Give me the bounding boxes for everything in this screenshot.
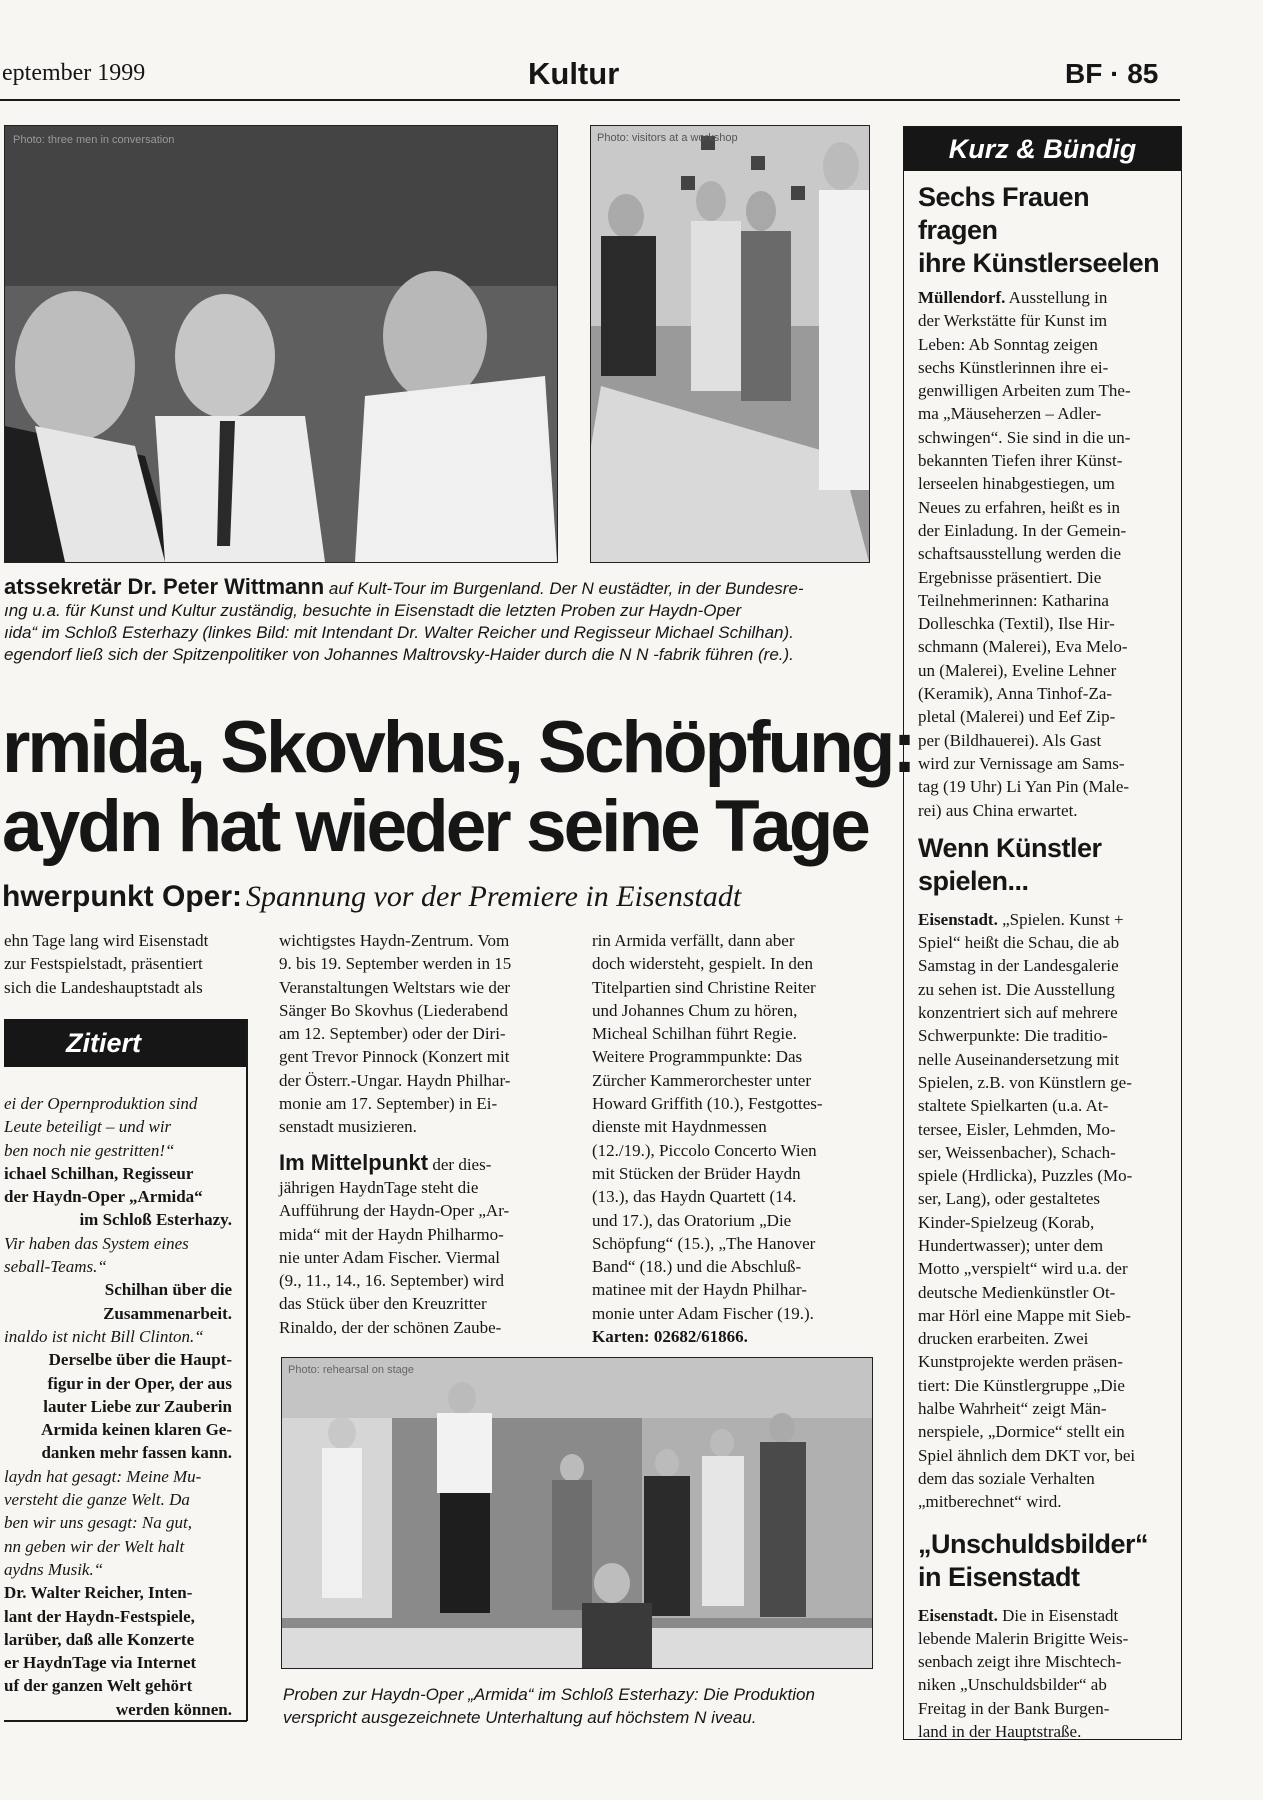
- sidebar-heading: [918, 181, 1167, 280]
- text-line: der Einladung. In der Gemein-: [918, 520, 1127, 540]
- heading-line: Wenn Künstler: [918, 832, 1102, 863]
- text-line: halbe Wahrheit“ zeigt Män-: [918, 1399, 1107, 1419]
- headline-line-1: rmida, Skovhus, Schöpfung:: [2, 707, 914, 788]
- caption-line: verspricht ausgezeichnete Unterhaltung auf höchstem N iveau.: [283, 1708, 757, 1727]
- text-line: Motto „verspielt“ wird u.a. der: [918, 1259, 1128, 1279]
- text-fragment: der dies-: [432, 1154, 492, 1174]
- text-line: der Werkstätte für Kunst im: [918, 311, 1108, 331]
- text-line: Spielen, z.B. von Künstlern ge-: [918, 1072, 1132, 1092]
- text-line: tiert: Die Künstlergruppe „Die: [918, 1375, 1125, 1395]
- text-line: rei) aus China erwartet.: [918, 800, 1078, 820]
- text-line: (Keramik), Anna Tinhof-Za-: [918, 684, 1113, 704]
- headline: [2, 707, 914, 867]
- quote-attribution: [4, 1278, 232, 1325]
- text-line: senbach zeigt ihre Mischtech-: [918, 1652, 1122, 1672]
- article-column-1: [4, 929, 248, 999]
- text-line: monie unter Adam Fischer (19.).: [592, 1303, 814, 1323]
- text-line: Neues zu erfahren, heißt es in: [918, 497, 1121, 517]
- photo-bottom: [281, 1357, 873, 1669]
- text-line: Micheal Schilhan führt Regie.: [592, 1024, 797, 1044]
- attribution-line: danken mehr fassen kann.: [41, 1443, 232, 1463]
- attribution-line: im Schloß Esterhazy.: [79, 1210, 232, 1230]
- text-line: land in der Hauptstraße.: [918, 1722, 1082, 1742]
- text-line: Kinder-Spielzeug (Korab,: [918, 1212, 1095, 1232]
- text-line: lerseelen hinabgestiegen, um: [918, 474, 1115, 494]
- tickets-line: Karten: 02682/61866.: [592, 1327, 748, 1347]
- dateline: Müllendorf.: [918, 288, 1006, 307]
- headline-line-2: aydn hat wieder seine Tage: [2, 786, 868, 867]
- text-line: dem das soziale Verhalten: [918, 1468, 1095, 1488]
- header-date: eptember 1999: [2, 60, 146, 86]
- photo-alt-text: Photo: three men in conversation: [13, 134, 175, 146]
- quote: [4, 1092, 232, 1162]
- text-line: bekannten Tiefen ihrer Künst-: [918, 451, 1123, 471]
- text-line: am 12. September) oder der Diri-: [279, 1024, 506, 1044]
- text-line: dienste mit Haydnmessen: [592, 1117, 767, 1137]
- text-line: drucken erarbeiten. Zwei: [918, 1329, 1089, 1349]
- dateline: Eisenstadt.: [918, 1605, 998, 1625]
- caption-line: auf Kult-Tour im Burgenland. Der N eustädter, in der Bundesre-: [328, 579, 804, 598]
- text-line: [279, 1151, 563, 1176]
- text-line: tersee, Eisler, Lehmden, Mo-: [918, 1119, 1116, 1139]
- quote-line: ei der Opernproduktion sind: [4, 1094, 198, 1113]
- text-line: Zürcher Kammerorchester unter: [592, 1070, 811, 1090]
- text-line: Freitag in der Bank Burgen-: [918, 1698, 1110, 1718]
- sidebar-banner: Kurz & Bündig: [904, 127, 1181, 171]
- text-line: lebende Malerin Brigitte Weis-: [918, 1628, 1129, 1648]
- attribution-line: er HaydnTage via Internet: [4, 1653, 197, 1673]
- text-line: ser, Weissenbacher), Schach-: [918, 1142, 1116, 1162]
- text-line: Hundertwasser); unter dem: [918, 1235, 1104, 1255]
- text-line: sechs Künstlerinnen ihre ei-: [918, 357, 1109, 377]
- attribution-line: uf der ganzen Welt gehört: [4, 1676, 193, 1696]
- text-line: 9. bis 19. September werden in 15: [279, 954, 512, 974]
- text-line: Teilnehmerinnen: Katharina: [918, 590, 1109, 610]
- page-header: [0, 56, 1190, 96]
- text-line: Titelpartien sind Christine Reiter: [592, 977, 816, 997]
- text-line: Schöpfung“ (15.), „The Hanover: [592, 1233, 816, 1253]
- heading-line: Sechs Frauen fragen: [918, 182, 1090, 245]
- text-line: Samstag in der Landesgalerie: [918, 956, 1119, 976]
- attribution-line: figur in der Oper, der aus: [47, 1373, 232, 1393]
- text-line: ser, Lang), oder gestaltetes: [918, 1189, 1100, 1209]
- caption-line: Proben zur Haydn-Oper „Armida“ im Schloß Esterhazy: Die Produktion: [283, 1685, 815, 1704]
- text-line: [918, 1604, 1167, 1627]
- text-line: das Stück über den Kreuzritter: [279, 1294, 487, 1314]
- header-section: Kultur: [528, 56, 620, 91]
- text-line: „mitberechnet“ wird.: [918, 1492, 1062, 1512]
- text-line: nie unter Adam Fischer. Viermal: [279, 1247, 501, 1267]
- quote-line: Leute beteiligt – und wir: [4, 1117, 172, 1137]
- attribution-line: Dr. Walter Reicher, Inten-: [4, 1583, 193, 1603]
- text-line: pletal (Malerei) und Eef Zip-: [918, 707, 1116, 727]
- text-line: doch widersteht, gespielt. In den: [592, 954, 813, 974]
- attribution-line: Schilhan über die: [104, 1280, 232, 1300]
- text-line: genwilligen Arbeiten zum The-: [918, 381, 1131, 401]
- zitiert-banner: Zitiert: [4, 1019, 246, 1067]
- text-line: nerspiele, „Dormice“ stellt ein: [918, 1422, 1125, 1442]
- column-1-bottom-rule: [4, 1720, 247, 1722]
- text-line: wird zur Vernissage am Sams-: [918, 753, 1125, 773]
- text-line: (13.), das Haydn Quartett (14.: [592, 1187, 797, 1207]
- text-line: zu sehen ist. Die Ausstellung: [918, 979, 1115, 999]
- attribution-line: Armida keinen klaren Ge-: [41, 1420, 232, 1440]
- attribution-line: ichael Schilhan, Regisseur: [4, 1163, 194, 1183]
- quote-attribution: [4, 1162, 232, 1232]
- quote-line: versteht die ganze Welt. Da: [4, 1490, 190, 1510]
- text-line: senstadt musizieren.: [279, 1117, 417, 1137]
- attribution-line: lauter Liebe zur Zauberin: [43, 1396, 232, 1416]
- subheadline: [2, 880, 882, 914]
- text-line: schwingen“. Sie sind in die un-: [918, 427, 1131, 447]
- text-line: Spiel“ heißt die Schau, die ab: [918, 933, 1120, 953]
- caption-line: ıng u.a. für Kunst und Kultur zuständig, besuchte in Eisenstadt die letzten Proben zur Haydn-Oper: [4, 601, 742, 620]
- text-line: wichtigstes Haydn-Zentrum. Vom: [279, 931, 510, 950]
- quote: [4, 1232, 232, 1279]
- quote-attribution: [4, 1348, 232, 1464]
- sidebar-article: [918, 286, 1167, 822]
- text-fragment: Die in Eisenstadt: [1002, 1605, 1119, 1625]
- attribution-line: larüber, daß alle Konzerte: [4, 1629, 195, 1649]
- attribution-line: lant der Haydn-Festspiele,: [4, 1606, 195, 1626]
- quote: [4, 1325, 232, 1348]
- quote-line: ben noch nie gestritten!“: [4, 1140, 175, 1160]
- text-line: Veranstaltungen Weltstars wie der: [279, 977, 511, 997]
- attribution-line: Derselbe über die Haupt-: [48, 1350, 232, 1370]
- text-line: zur Festspielstadt, präsentiert: [4, 954, 203, 974]
- text-line: (12./19.), Piccolo Concerto Wien: [592, 1140, 817, 1160]
- quote-line: aydns Musik.“: [4, 1559, 104, 1579]
- text-line: Rinaldo, der der schönen Zaube-: [279, 1317, 502, 1337]
- caption-line: ıida“ im Schloß Esterhazy (linkes Bild: mit Intendant Dr. Walter Reicher und Regisseur Michael Schilhan).: [4, 623, 794, 642]
- text-line: Band“ (18.) und die Abschluß-: [592, 1257, 802, 1277]
- article-column-3: [592, 929, 874, 1348]
- photo-alt-text: Photo: rehearsal on stage: [288, 1364, 414, 1376]
- text-line: rin Armida verfällt, dann aber: [592, 931, 795, 950]
- text-line: [918, 286, 1167, 309]
- quote: [4, 1465, 232, 1581]
- sidebar-article: [918, 1604, 1167, 1744]
- quote-line: nn geben wir der Welt halt: [4, 1536, 185, 1556]
- quote-line: laydn hat gesagt: Meine Mu-: [4, 1466, 202, 1486]
- text-line: tag (19 Uhr) Li Yan Pin (Male-: [918, 777, 1130, 797]
- text-line: sich die Landeshauptstadt als: [4, 977, 203, 997]
- subheadline-bold: hwerpunkt Oper:: [2, 880, 243, 913]
- sidebar-heading: [918, 832, 1167, 898]
- article-column-2: [279, 929, 563, 1339]
- caption-line: egendorf ließ sich der Spitzenpolitiker von Johannes Maltrovsky-Haider durch die N N -fabrik führen (re.).: [4, 645, 794, 664]
- text-line: deutsche Medienkünstler Ot-: [918, 1282, 1116, 1302]
- text-line: un (Malerei), Eveline Lehner: [918, 660, 1117, 680]
- text-line: niken „Unschuldsbilder“ ab: [918, 1675, 1107, 1695]
- sidebar-kurz-und-buendig: [903, 126, 1182, 1740]
- text-line: nelle Auseinandersetzung mit: [918, 1049, 1120, 1069]
- text-line: ma „Mäuseherzen – Adler-: [918, 404, 1102, 424]
- column-1-rule: [246, 1019, 248, 1721]
- quote-box: [4, 1092, 232, 1721]
- quote-line: Vir haben das System eines: [4, 1233, 189, 1253]
- heading-line: „Unschuldsbilder“: [918, 1528, 1149, 1559]
- attribution-line: der Haydn-Oper „Armida“: [4, 1187, 203, 1207]
- quote-line: inaldo ist nicht Bill Clinton.“: [4, 1326, 204, 1346]
- text-line: mar Hörl eine Mappe mit Sieb-: [918, 1305, 1131, 1325]
- text-line: monie am 17. September) in Ei-: [279, 1094, 498, 1114]
- header-page-number: BF · 85: [1065, 58, 1159, 89]
- bottom-photo-caption: [283, 1683, 883, 1729]
- photo-top-left: [4, 125, 558, 563]
- text-line: Sänger Bo Skovhus (Liederabend: [279, 1000, 508, 1020]
- text-line: [918, 908, 1167, 931]
- text-line: Weitere Programmpunkte: Das: [592, 1047, 803, 1067]
- text-line: per (Bildhauerei). Als Gast: [918, 730, 1102, 750]
- quote-line: ben wir uns gesagt: Na gut,: [4, 1513, 192, 1533]
- text-line: und 17.), das Oratorium „Die: [592, 1210, 792, 1230]
- text-line: matinee mit der Haydn Philhar-: [592, 1280, 807, 1300]
- heading-line: in Eisenstadt: [918, 1561, 1080, 1592]
- attribution-line: Zusammenarbeit.: [103, 1303, 232, 1323]
- text-line: staltete Spielkarten (u.a. At-: [918, 1096, 1109, 1116]
- text-line: mida“ mit der Haydn Philharmo-: [279, 1224, 504, 1244]
- heading-line: ihre Künstlerseelen: [918, 248, 1160, 278]
- photo-top-right: [590, 125, 870, 563]
- sidebar-article: [918, 908, 1167, 1514]
- text-line: Leben: Ab Sonntag zeigen: [918, 334, 1098, 354]
- quote-attribution: [4, 1581, 232, 1721]
- text-fragment: Ausstellung in: [1008, 288, 1108, 307]
- text-line: schmann (Malerei), Eva Melo-: [918, 637, 1128, 657]
- text-line: Dolleschka (Textil), Ilse Hir-: [918, 614, 1115, 634]
- text-line: (9., 11., 14., 16. September) wird: [279, 1271, 505, 1291]
- dateline: Eisenstadt.: [918, 909, 998, 929]
- text-line: konzentriert sich auf mehrere: [918, 1003, 1118, 1023]
- text-line: jährigen HaydnTage steht die: [279, 1177, 479, 1197]
- text-line: spiele (Hrdlicka), Puzzles (Mo-: [918, 1166, 1133, 1186]
- text-fragment: „Spielen. Kunst +: [1002, 909, 1124, 929]
- header-rule: [0, 99, 1180, 101]
- text-line: und Johannes Chum zu hören,: [592, 1000, 798, 1020]
- top-photo-caption: [4, 576, 874, 666]
- text-line: mit Stücken der Brüder Haydn: [592, 1163, 801, 1183]
- text-line: der Österr.-Ungar. Haydn Philhar-: [279, 1070, 511, 1090]
- text-line: Ergebnisse präsentiert. Die: [918, 567, 1102, 587]
- text-line: ehn Tage lang wird Eisenstadt: [4, 931, 209, 950]
- heading-line: spielen...: [918, 865, 1029, 896]
- text-line: Aufführung der Haydn-Oper „Ar-: [279, 1201, 510, 1221]
- text-line: Kunstprojekte werden präsen-: [918, 1352, 1123, 1372]
- caption-lead: atssekretär Dr. Peter Wittmann: [4, 574, 325, 599]
- quote-line: seball-Teams.“: [4, 1257, 107, 1277]
- text-line: Schwerpunkte: Die traditio-: [918, 1026, 1108, 1046]
- text-line: Howard Griffith (10.), Festgottes-: [592, 1094, 823, 1114]
- text-line: schaftsausstellung werden die: [918, 544, 1121, 564]
- run-in-heading: Im Mittelpunkt: [279, 1149, 429, 1175]
- attribution-line: werden können.: [115, 1699, 232, 1719]
- photo-alt-text: Photo: visitors at a workshop: [597, 132, 738, 144]
- subheadline-italic: Spannung vor der Premiere in Eisenstadt: [246, 880, 742, 913]
- text-line: gent Trevor Pinnock (Konzert mit: [279, 1047, 510, 1067]
- text-line: Spiel ähnlich dem DKT vor, bei: [918, 1445, 1136, 1465]
- sidebar-heading: [918, 1528, 1167, 1594]
